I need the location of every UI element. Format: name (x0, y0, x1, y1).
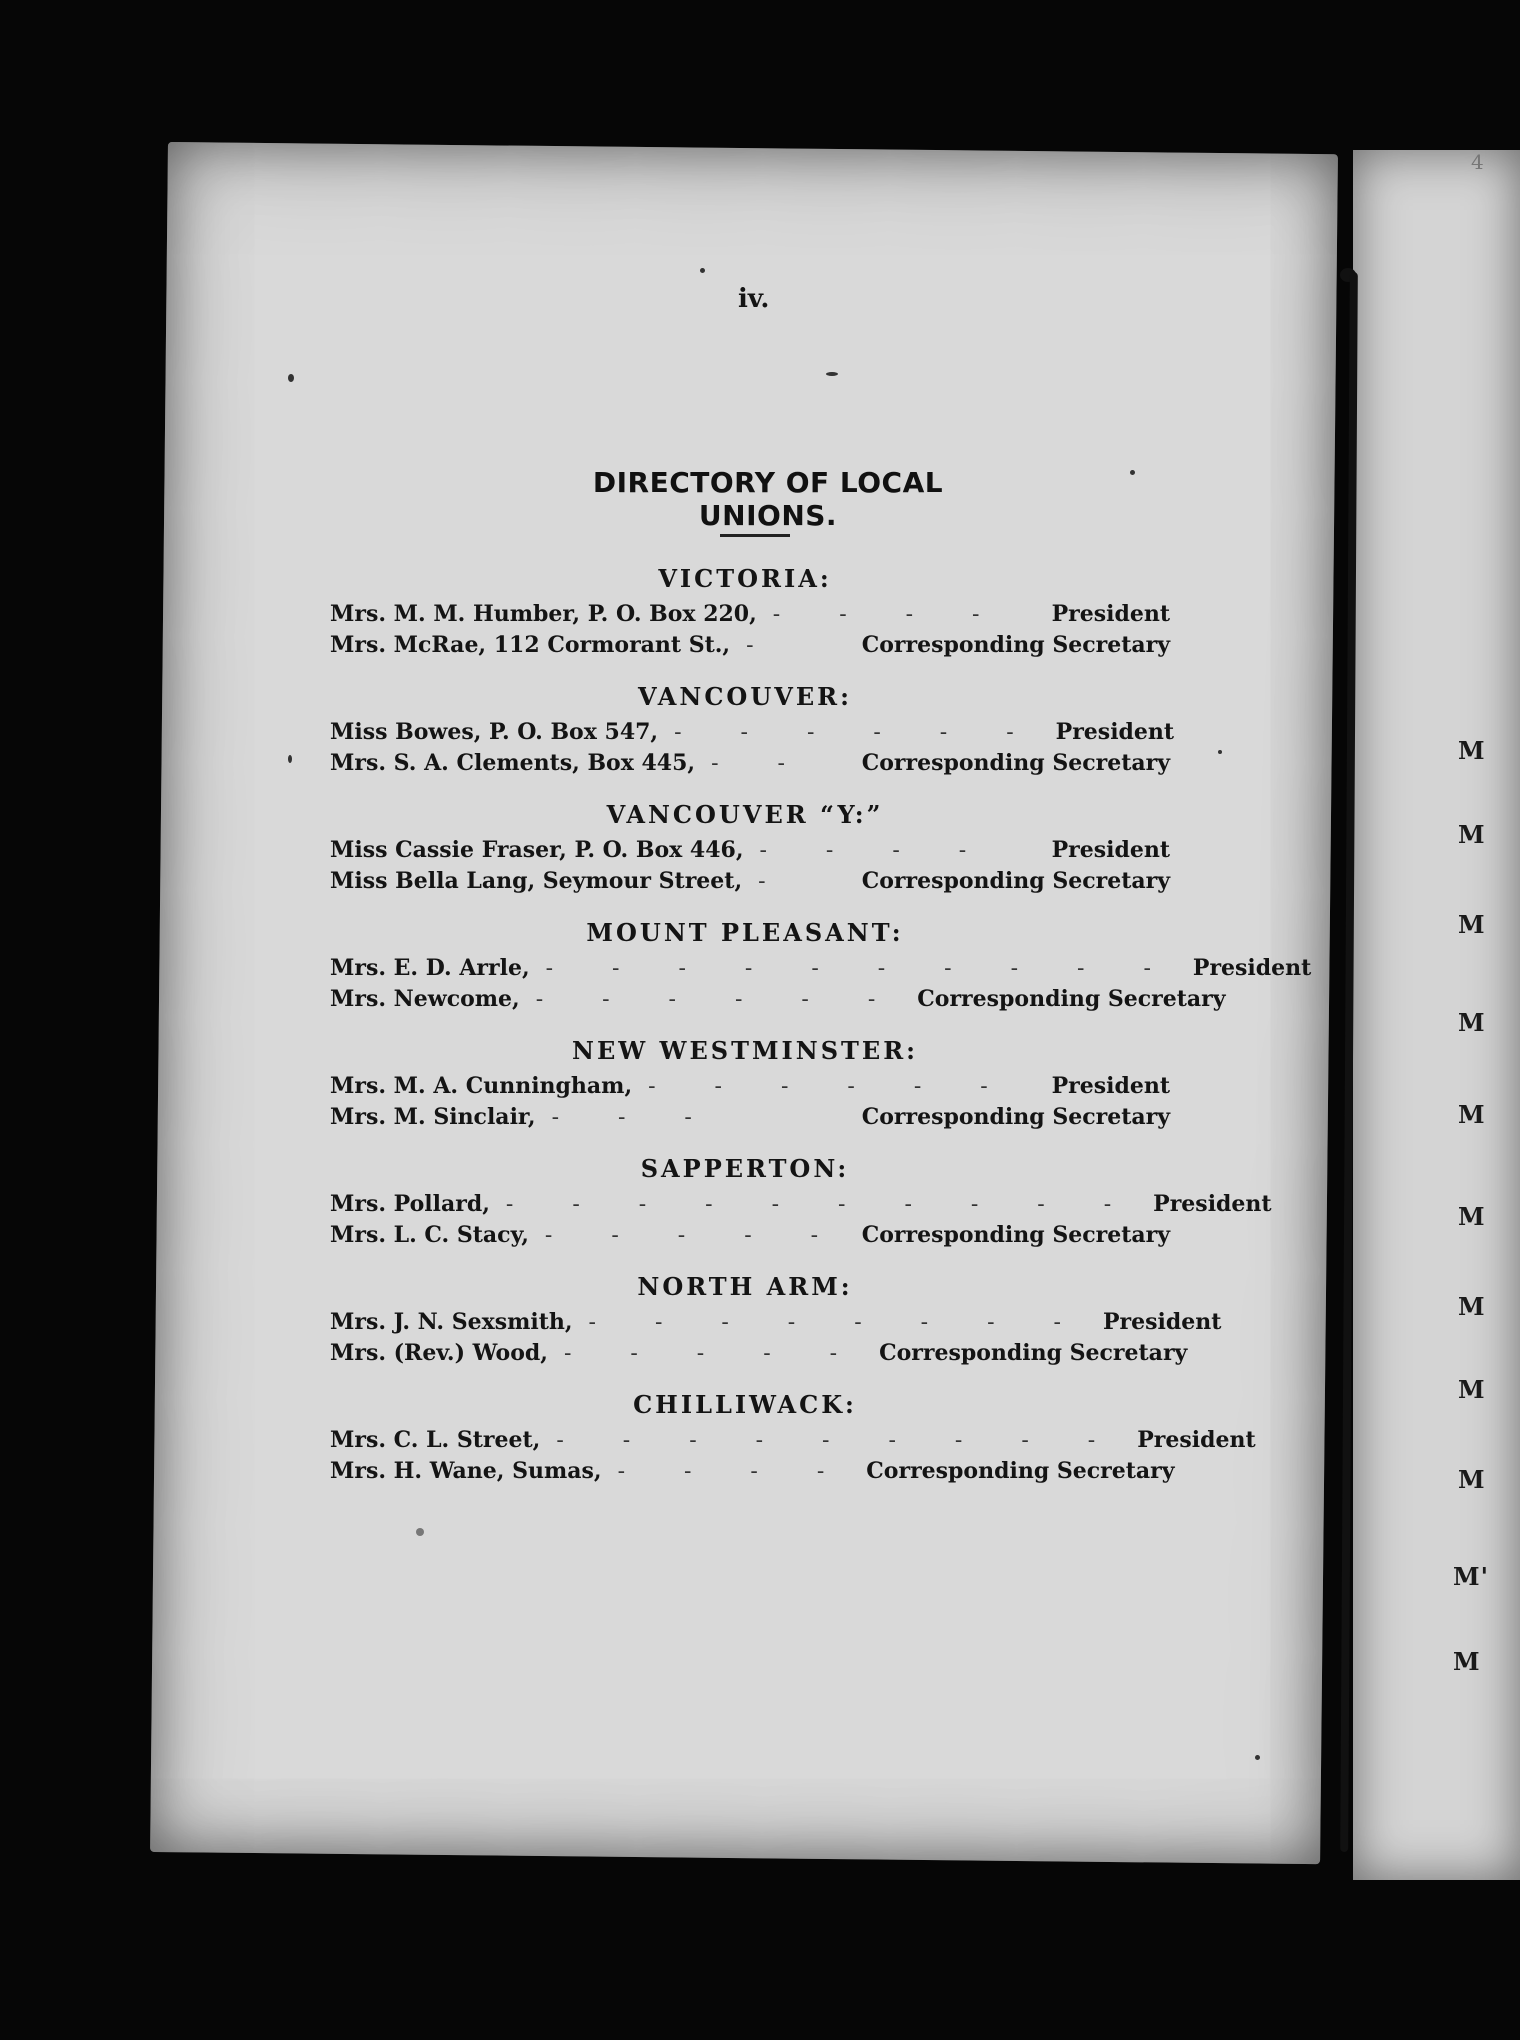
officer-row (330, 837, 1170, 868)
facing-page-letter: M (1458, 1375, 1486, 1404)
officer-name: Miss Bella Lang, Seymour Street, (330, 868, 743, 894)
officer-role: President (1102, 1309, 1222, 1335)
officer-name: Mrs. M. M. Humber, P. O. Box 220, (330, 601, 757, 627)
facing-page-letter: M (1458, 1008, 1486, 1037)
officer-name: Miss Bowes, P. O. Box 547, (330, 719, 659, 745)
officer-row (330, 1309, 1222, 1340)
dot-leader: - - - - - - (535, 987, 902, 1012)
facing-page-letter: M (1458, 820, 1486, 849)
scan-speck (826, 372, 838, 376)
officer-role: President (1051, 837, 1170, 863)
officer-role: President (1051, 1073, 1170, 1099)
officer-name: Mrs. L. C. Stacy, (330, 1222, 529, 1248)
union-section-north-arm (330, 1272, 1222, 1371)
officer-role: Corresponding Secretary (866, 1458, 1175, 1484)
dot-leader: - - - - - - - - - - (505, 1192, 1138, 1217)
officer-role: Corresponding Secretary (861, 1104, 1170, 1130)
officer-role: Corresponding Secretary (879, 1340, 1188, 1366)
union-place: VANCOUVER “Y:” (606, 800, 884, 829)
scan-speck (288, 755, 292, 763)
officer-name: Mrs. H. Wane, Sumas, (330, 1458, 602, 1484)
scan-speck (416, 1528, 424, 1536)
union-place: SAPPERTON: (640, 1154, 850, 1183)
union-section-mount-pleasant (330, 918, 1312, 1017)
facing-page-letter: M (1458, 736, 1486, 765)
facing-page-letter: M (1458, 1202, 1486, 1231)
union-place: VICTORIA: (658, 564, 832, 593)
officer-row (330, 719, 1175, 750)
officer-row (330, 750, 1170, 781)
officer-name: Miss Cassie Fraser, P. O. Box 446, (330, 837, 744, 863)
union-section-vancouver-y (330, 800, 1170, 899)
officer-role: President (1137, 1427, 1256, 1453)
facing-page (1353, 150, 1520, 1880)
officer-row (330, 868, 1170, 899)
dot-leader: - (746, 633, 780, 658)
scan-speck (700, 268, 705, 273)
officer-row (330, 601, 1170, 632)
officer-row (330, 955, 1312, 986)
officer-row (330, 1104, 1170, 1135)
dot-leader: - - - - - (544, 1223, 845, 1248)
union-section-chilliwack (330, 1390, 1256, 1489)
officer-name: Mrs. J. N. Sexsmith, (330, 1309, 573, 1335)
officer-role: President (1055, 719, 1175, 745)
scan-speck (1218, 750, 1222, 754)
officer-role: Corresponding Secretary (861, 750, 1170, 776)
dot-leader: - - - - - - (674, 720, 1040, 745)
dot-leader: - - - - - - - - (588, 1310, 1087, 1335)
officer-name: Mrs. C. L. Street, (330, 1427, 541, 1453)
scan-speck (1130, 470, 1135, 475)
dot-leader: - - - - - (563, 1341, 864, 1366)
dot-leader: - - - - (617, 1459, 851, 1484)
officer-name: Mrs. (Rev.) Wood, (330, 1340, 548, 1366)
dot-leader: - - (711, 751, 811, 776)
officer-name: Mrs. McRae, 112 Cormorant St., (330, 632, 731, 658)
dot-leader: - - - - - - - - - (556, 1428, 1122, 1453)
union-section-sapperton (330, 1154, 1272, 1253)
officer-row (330, 1191, 1272, 1222)
dot-leader: - - - - - - - - - - (545, 956, 1177, 981)
officer-row (330, 1427, 1256, 1458)
officer-name: Mrs. S. A. Clements, Box 445, (330, 750, 696, 776)
officer-name: Mrs. M. A. Cunningham, (330, 1073, 633, 1099)
facing-page-letter: M (1453, 1647, 1481, 1676)
officer-role: Corresponding Secretary (861, 868, 1170, 894)
union-place: NEW WESTMINSTER: (572, 1036, 918, 1065)
scan-speck (288, 374, 294, 382)
officer-role: Corresponding Secretary (861, 1222, 1170, 1248)
officer-role: Corresponding Secretary (917, 986, 1226, 1012)
union-place: NORTH ARM: (637, 1272, 853, 1301)
officer-row (330, 1340, 1188, 1371)
facing-page-header: 4 (1471, 150, 1484, 174)
officer-role: President (1192, 955, 1312, 981)
union-section-new-westminster (330, 1036, 1170, 1135)
union-place: CHILLIWACK: (633, 1390, 857, 1419)
facing-page-letter: M' (1453, 1562, 1489, 1591)
facing-page-letter: M (1458, 1292, 1486, 1321)
facing-page-letter: M (1458, 910, 1486, 939)
officer-row (330, 1073, 1170, 1104)
officer-name: Mrs. Pollard, (330, 1191, 490, 1217)
title-rule (720, 534, 790, 537)
page-number: iv. (738, 284, 770, 314)
dot-leader: - - - - (772, 602, 1006, 627)
officer-row (330, 632, 1170, 663)
officer-role: President (1051, 601, 1170, 627)
union-section-victoria (330, 564, 1170, 663)
officer-name: Mrs. M. Sinclair, (330, 1104, 536, 1130)
officer-role: President (1153, 1191, 1272, 1217)
union-place: MOUNT PLEASANT: (586, 918, 904, 947)
union-section-vancouver (330, 682, 1175, 781)
dot-leader: - - - (551, 1105, 718, 1130)
officer-row (330, 1222, 1170, 1253)
officer-row (330, 986, 1226, 1017)
page-title: DIRECTORY OF LOCAL UNIONS. (592, 466, 944, 532)
officer-row (330, 1458, 1175, 1489)
officer-name: Mrs. E. D. Arrle, (330, 955, 530, 981)
union-place: VANCOUVER: (638, 682, 852, 711)
facing-page-letter: M (1458, 1465, 1486, 1494)
officer-role: Corresponding Secretary (861, 632, 1170, 658)
dot-leader: - - - - (759, 838, 993, 863)
officer-name: Mrs. Newcome, (330, 986, 520, 1012)
facing-page-letter: M (1458, 1100, 1486, 1129)
scan-speck (1255, 1755, 1260, 1760)
dot-leader: - (758, 869, 792, 894)
dot-leader: - - - - - - (648, 1074, 1014, 1099)
